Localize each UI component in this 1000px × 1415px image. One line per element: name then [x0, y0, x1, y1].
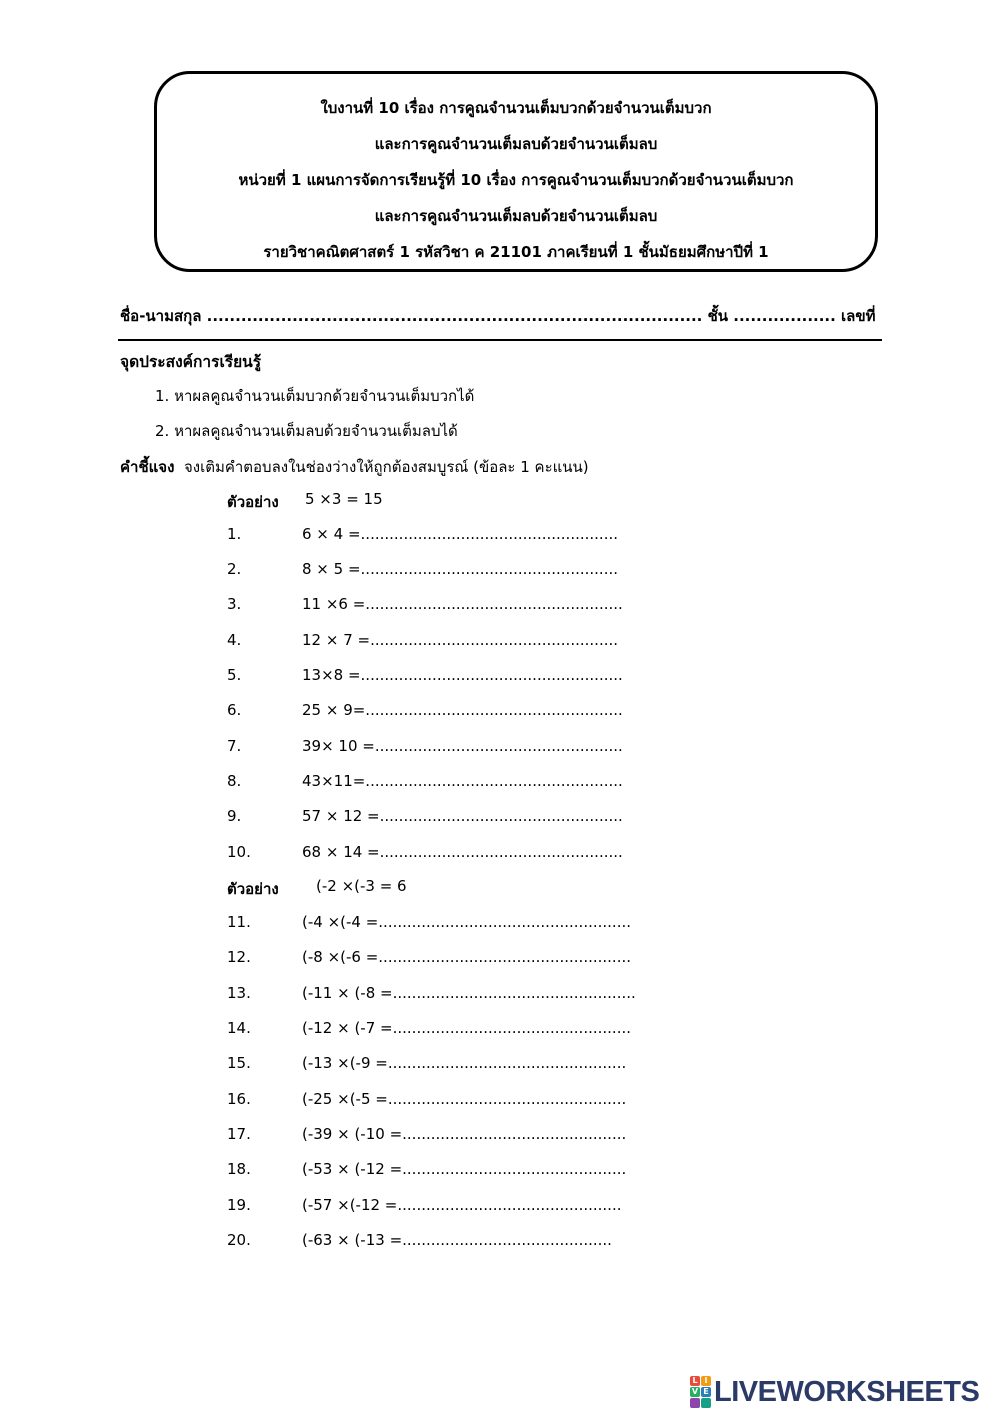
question-expr[interactable]: 13×8 =.......................................................: [302, 666, 623, 684]
question-number: 10.: [227, 843, 251, 861]
title-line-5: รายวิชาคณิตศาสตร์ 1 รหัสวิชา ค 21101 ภาคเรียนที่ 1 ชั้นมัธยมศึกษาปีที่ 1: [263, 243, 769, 261]
title-line-4: และการคูณจำนวนเต็มลบด้วยจำนวนเต็มลบ: [374, 207, 658, 225]
question-expr[interactable]: (-8 ×(-6 =.....................................................: [302, 948, 631, 966]
question-number: 16.: [227, 1090, 251, 1108]
objective-item-2: 2. หาผลคูณจำนวนเต็มลบด้วยจำนวนเต็มลบได้: [155, 422, 458, 440]
instruction: [120, 455, 589, 479]
question-number: 15.: [227, 1054, 251, 1072]
question-number: 17.: [227, 1125, 251, 1143]
instruction-label: คำชี้แจง: [120, 458, 175, 476]
question-number: 20.: [227, 1231, 251, 1249]
question-expr[interactable]: 57 × 12 =...................................................: [302, 807, 623, 825]
question-expr[interactable]: (-4 ×(-4 =.....................................................: [302, 913, 631, 931]
example-2-expr: (-2 ×(-3 = 6: [316, 877, 407, 895]
example-1-expr: 5 ×3 = 15: [305, 490, 383, 508]
logo-square-l: L: [690, 1376, 700, 1386]
logo-square-i: I: [701, 1376, 711, 1386]
question-expr[interactable]: (-57 ×(-12 =...............................................: [302, 1196, 622, 1214]
logo-square-e: E: [701, 1387, 711, 1397]
question-expr[interactable]: 6 × 4 =......................................................: [302, 525, 619, 543]
question-expr[interactable]: 25 × 9=......................................................: [302, 701, 623, 719]
question-expr[interactable]: (-13 ×(-9 =..................................................: [302, 1054, 627, 1072]
title-line-1: ใบงานที่ 10 เรื่อง การคูณจำนวนเต็มบวกด้วยจำนวนเต็มบวก: [320, 99, 712, 117]
objective-item-1: 1. หาผลคูณจำนวนเต็มบวกด้วยจำนวนเต็มบวกได้: [155, 387, 475, 405]
title-line-2: และการคูณจำนวนเต็มลบด้วยจำนวนเต็มลบ: [374, 135, 658, 153]
question-expr[interactable]: 12 × 7 =....................................................: [302, 631, 619, 649]
example-1-label: ตัวอย่าง: [227, 493, 279, 511]
logo-square-blank1: [690, 1398, 700, 1408]
question-expr[interactable]: (-11 × (-8 =...................................................: [302, 984, 636, 1002]
question-number: 19.: [227, 1196, 251, 1214]
header-divider: [118, 339, 882, 341]
question-number: 14.: [227, 1019, 251, 1037]
question-number: 3.: [227, 595, 242, 613]
question-number: 18.: [227, 1160, 251, 1178]
question-expr[interactable]: 43×11=......................................................: [302, 772, 623, 790]
question-expr[interactable]: (-12 × (-7 =..................................................: [302, 1019, 632, 1037]
question-expr[interactable]: (-63 × (-13 =............................................: [302, 1231, 612, 1249]
logo-mark-icon: [690, 1376, 711, 1408]
question-number: 5.: [227, 666, 242, 684]
question-expr[interactable]: 68 × 14 =...................................................: [302, 843, 623, 861]
objectives-heading: จุดประสงค์การเรียนรู้: [120, 353, 262, 371]
logo-square-v: V: [691, 1387, 699, 1396]
liveworksheets-logo[interactable]: [690, 1374, 979, 1410]
title-line-3: หน่วยที่ 1 แผนการจัดการเรียนรู้ที่ 10 เรื่อง การคูณจำนวนเต็มบวกด้วยจำนวนเต็มบวก: [238, 171, 794, 189]
example-2-label: ตัวอย่าง: [227, 880, 279, 898]
question-number: 8.: [227, 772, 242, 790]
question-number: 7.: [227, 737, 242, 755]
question-number: 1.: [227, 525, 242, 543]
question-number: 12.: [227, 948, 251, 966]
instruction-text: จงเติมคำตอบลงในช่องว่างให้ถูกต้องสมบูรณ์ (ข้อละ 1 คะแนน): [183, 458, 589, 476]
question-number: 13.: [227, 984, 251, 1002]
logo-text: LIVEWORKSHEETS: [714, 1375, 980, 1408]
question-expr[interactable]: (-53 × (-12 =...............................................: [302, 1160, 627, 1178]
question-number: 9.: [227, 807, 242, 825]
question-number: 4.: [227, 631, 242, 649]
question-expr[interactable]: 39× 10 =....................................................: [302, 737, 623, 755]
question-expr[interactable]: (-25 ×(-5 =..................................................: [302, 1090, 627, 1108]
question-expr[interactable]: 11 ×6 =......................................................: [302, 595, 623, 613]
question-expr[interactable]: 8 × 5 =......................................................: [302, 560, 619, 578]
question-number: 6.: [227, 701, 242, 719]
question-number: 11.: [227, 913, 251, 931]
student-info-line: ชื่อ-นามสกุล ....................................................................................... ชั้น .................. เลขที่: [120, 307, 876, 325]
logo-square-blank2: [701, 1398, 711, 1408]
question-expr[interactable]: (-39 × (-10 =...............................................: [302, 1125, 627, 1143]
question-number: 2.: [227, 560, 242, 578]
